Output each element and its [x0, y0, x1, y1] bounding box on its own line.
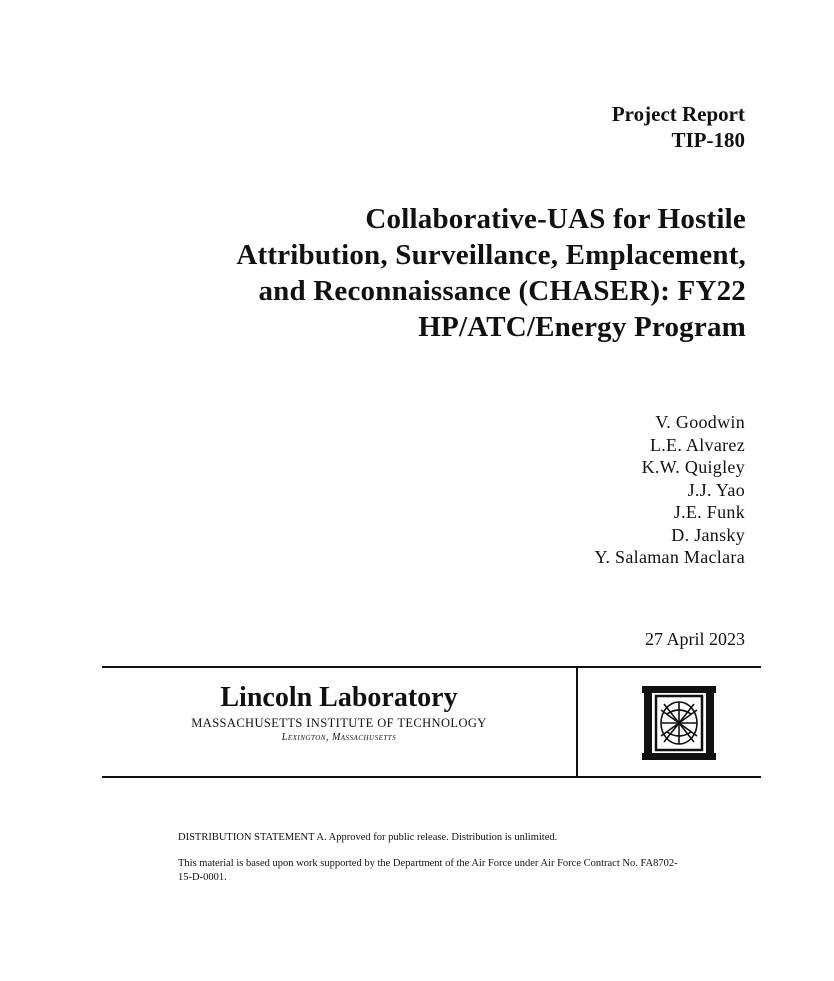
bottom-divider — [102, 776, 761, 778]
author-name: J.E. Funk — [673, 502, 745, 522]
report-title — [46, 201, 746, 345]
title-line: Attribution, Surveillance, Emplacement, — [236, 239, 746, 271]
author-name: K.W. Quigley — [641, 457, 745, 477]
title-line: and Reconnaissance (CHASER): FY22 — [258, 275, 746, 307]
distribution-statement: DISTRIBUTION STATEMENT A. Approved for public release. Distribution is unlimited. — [178, 832, 558, 843]
author-name: D. Jansky — [671, 524, 745, 545]
title-line: Collaborative-UAS for Hostile — [365, 203, 746, 235]
report-date: 27 April 2023 — [644, 629, 745, 649]
author-name: J.J. Yao — [687, 479, 745, 500]
lincoln-laboratory-logo-icon — [640, 684, 718, 762]
author-name: L.E. Alvarez — [649, 434, 745, 455]
top-divider — [102, 666, 761, 668]
lab-institute: MASSACHUSETTS INSTITUTE OF TECHNOLOGY — [191, 716, 487, 730]
report-header — [612, 101, 745, 153]
vertical-divider — [576, 667, 578, 777]
funding-statement: This material is based upon work supported by the Department of the Air Force under Air Force Contract No. FA8702-15-D-0001. — [178, 858, 678, 883]
notice-block — [178, 831, 678, 885]
author-name: Y. Salaman Maclara — [594, 547, 745, 567]
author-name: V. Goodwin — [655, 412, 745, 432]
report-number: TIP-180 — [671, 128, 745, 152]
report-type-label: Project Report — [611, 102, 745, 126]
lab-identity — [102, 681, 576, 745]
lab-name: Lincoln Laboratory — [220, 682, 458, 713]
lab-location: Lexington, Massachusetts — [281, 732, 397, 743]
author-list — [594, 411, 745, 569]
title-line: HP/ATC/Energy Program — [418, 311, 746, 343]
